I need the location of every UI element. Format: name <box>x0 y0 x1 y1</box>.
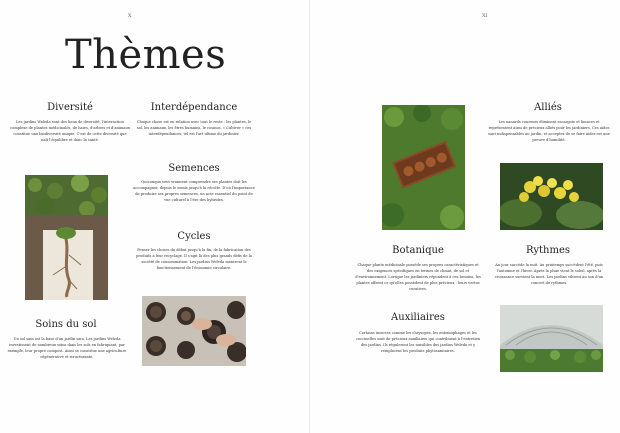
text-botanique: Chaque plante médicinale possède ses propres caractéristiques et des exigences spécifiques en termes de climat, de sol et d'environnement. Lorsque les jardiniers répondent à ces besoins, les plantes offrent ce qu'elles possèdent de plus précieux : leurs vertus curatives. <box>355 263 481 291</box>
heading-cycles: Cycles <box>177 231 211 242</box>
text-rythmes: Au jour succède la nuit. Au printemps succèdent l'été, puis l'automne et l'hiver. Après la pluie vient le soleil, après la croissance survient la mort. Les jardins vibrent au son d'un concert de rythmes. <box>494 263 604 285</box>
page-number-left: X <box>128 13 132 19</box>
text-interdependance: Chaque chose est en relation avec tout le reste : les plantes, le sol, les animaux, les êtres humains, le cosmos. « Cultiver » ces interdépendances, tel est l'art ultime du jardinier. <box>136 120 252 136</box>
hands-bowls-photo <box>142 296 246 366</box>
text-soins-du-sol: Un sol sain est la base d'un jardin sain. Les jardins Weleda investissent de nombreux soins dans les sols en fabriquant, par exemple, leur propre compost. Ainsi se constitue une agriculture régénérative et structurante. <box>7 337 127 359</box>
text-semences: Quiconque veut vraiment comprendre ses plantes doit les accompagner, depuis le semis jusqu'à la récolte. D'où l'importance de produire ses propres semences, un acte essentiel du point de vue culturel à l'ère des hybrides. <box>133 180 255 202</box>
text-auxiliaires: Certains insectes comme les chrysopes, les entomophages et les coccinelles sont de précieux auxiliaires qui contribuent à l'entretien des jardins. Ils réguleront les nuisibles des jardins Weleda et y remplacent les produits phytosanitaires. <box>355 331 481 353</box>
heading-semences: Semences <box>168 163 220 174</box>
heading-botanique: Botanique <box>392 245 444 256</box>
heading-soins-du-sol: Soins du sol <box>35 319 97 330</box>
page-number-right: XI <box>482 13 488 19</box>
yellow-flowers-photo <box>500 163 603 230</box>
heading-allies: Alliés <box>534 102 562 113</box>
heading-diversite: Diversité <box>47 102 93 113</box>
page-title: Thèmes <box>65 32 227 78</box>
heading-interdependance: Interdépendance <box>150 102 238 113</box>
heading-auxiliaires: Auxiliaires <box>391 312 445 323</box>
text-cycles: Penser les choses du début jusqu'à la fin, de la fabrication des produits à leur recyclage. Il s'agit là des plus grands défis de la société de consommation. Les jardins Weleda montrent le fonctionnement de l'économie circulaire. <box>136 248 252 270</box>
heading-rythmes: Rythmes <box>526 245 570 256</box>
soil-roots-photo <box>25 175 108 300</box>
rusty-box-photo <box>382 105 465 230</box>
text-diversite: Les jardins Weleda sont des lieux de diversité, l'interaction complexe de plantes médicinales, de haies, d'arbres et d'animaux constitue une biodiversité unique. C'est de cette diversité que naît l'équilibre et donc la santé. <box>10 120 130 142</box>
greenhouse-photo <box>500 305 603 372</box>
text-allies: Les nanards coureurs éliminent escargots et limaces et représentent ainsi de précieux alliés pour les jardiniers. Ces aides sont indispensables au jardin, et acceptez de se faire aider est une preuve d'humilité. <box>488 120 610 142</box>
right-page <box>310 0 620 433</box>
